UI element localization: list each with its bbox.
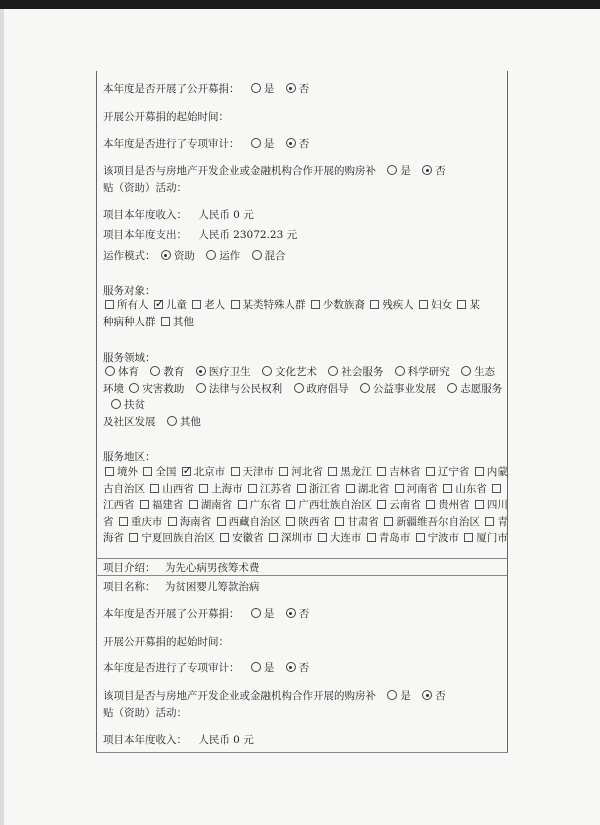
region-checkbox[interactable] [238,500,247,509]
income-label: 项目本年度收入： [103,734,187,746]
region-label: 青海省 [103,515,508,545]
region-checkbox[interactable] [143,467,152,476]
target-label: 种病种人群 [103,315,156,328]
field-radio[interactable] [111,399,121,409]
special-audit-label: 本年度是否进行了专项审计： [103,662,240,674]
region-checkbox[interactable] [105,467,114,476]
intro-label: 项目介绍： [103,562,156,574]
region-checkbox[interactable] [140,500,149,509]
target-checkbox[interactable] [192,300,201,309]
field-label: 医疗卫生 [208,366,251,378]
field-label: 体育 [118,366,139,378]
no-label: 否 [298,662,310,674]
income-row [103,209,254,222]
housing-subsidy-label-cont: 贴（资助）活动： [103,707,187,719]
field-label: 公益事业发展 [372,382,436,395]
field-label: 扶贫 [124,399,145,411]
income-label: 项目本年度收入： [103,209,187,221]
target-checkbox[interactable] [231,300,240,309]
field-radio[interactable] [294,383,304,393]
operation-mode-label: 运作模式： [103,250,156,262]
no-radio[interactable] [286,608,296,618]
public-fundraising-label: 本年度是否开展了公开募捐： [103,608,240,620]
intro-value: 为先心病男孩筹术费 [164,562,260,574]
service-regions-label: 服务地区： [103,451,156,463]
yes-label: 是 [263,138,275,150]
service-targets-label: 服务对象： [103,285,156,297]
no-radio[interactable] [286,83,296,93]
scan-top-edge [0,0,600,9]
region-checkbox[interactable] [150,484,159,493]
region-label: 江苏省 [260,482,292,495]
region-checkbox[interactable] [346,484,355,493]
special-audit-row [103,662,309,675]
yes-radio[interactable] [251,83,261,93]
housing-subsidy-label: 该项目是否与房地产开发企业或金融机构合作开展的购房补 [103,690,376,702]
no-label: 否 [298,83,310,95]
region-label: 天津市 [242,466,275,478]
income-value: 人民币 0 元 [198,734,254,746]
region-checkbox-checked[interactable] [182,467,191,476]
region-label: 内蒙古自治区 [103,466,508,495]
no-label: 否 [435,165,446,177]
region-label: 江西省 [103,499,135,512]
target-checkbox[interactable] [419,300,428,309]
target-label: 所有人 [117,299,149,311]
yes-radio[interactable] [387,165,397,175]
region-checkbox[interactable] [475,467,484,476]
yes-label: 是 [400,165,411,177]
housing-subsidy-label: 该项目是否与房地产开发企业或金融机构合作开展的购房补 [103,165,376,177]
field-radio[interactable] [150,366,160,376]
region-label: 云南省 [389,499,421,512]
mode-label: 混合 [264,250,286,262]
region-checkbox[interactable] [443,484,452,493]
region-label: 安徽省 [232,532,264,545]
target-checkbox[interactable] [457,300,466,309]
region-label: 辽宁省 [437,466,470,478]
field-label: 生态环境 [103,366,496,395]
region-label: 湖南省 [200,499,233,512]
region-checkbox[interactable] [217,517,226,526]
region-label: 上海市 [211,482,243,495]
region-label: 大连市 [329,532,362,545]
region-checkbox[interactable] [492,484,501,493]
region-label: 陕西省 [298,515,330,528]
region-label: 厦门市 [476,532,508,545]
region-checkbox[interactable] [297,484,306,493]
target-label: 某类特殊人群 [242,299,306,311]
region-checkbox[interactable] [367,533,376,542]
special-audit-row [103,138,309,151]
field-radio[interactable] [461,366,471,376]
region-checkbox[interactable] [286,517,295,526]
target-label: 其他 [172,315,194,328]
region-checkbox[interactable] [464,533,473,542]
region-label: 新疆维吾尔自治区 [396,515,481,528]
target-label: 儿童 [165,299,187,311]
mode-radio[interactable] [252,250,262,260]
region-checkbox[interactable] [384,517,393,526]
mode-radio[interactable] [206,250,216,260]
region-label: 福建省 [151,499,184,512]
yes-radio[interactable] [251,662,261,672]
field-radio[interactable] [105,366,115,376]
region-label: 青岛市 [378,532,411,545]
field-label: 其他 [179,415,201,428]
public-fundraising-label: 本年度是否开展了公开募捐： [103,83,240,95]
field-label: 及社区发展 [103,415,156,428]
region-checkbox[interactable] [231,467,240,476]
field-radio[interactable] [129,383,139,393]
yes-label: 是 [263,608,275,620]
region-checkbox[interactable] [328,467,337,476]
yes-radio[interactable] [251,138,261,148]
field-radio[interactable] [196,383,206,393]
housing-subsidy-row [103,690,446,703]
region-checkbox[interactable] [269,533,278,542]
region-checkbox[interactable] [129,533,138,542]
target-checkbox[interactable] [105,300,114,309]
region-label: 浙江省 [308,482,341,495]
region-checkbox[interactable] [485,517,494,526]
region-label: 海南省 [179,515,212,528]
no-label: 否 [298,138,310,150]
region-checkbox[interactable] [395,484,404,493]
fundraising-start-label: 开展公开募捐的起始时间： [103,111,229,123]
public-fundraising-row [103,83,309,96]
project-name-row [103,581,259,594]
field-label: 灾害救助 [142,382,185,395]
no-label: 否 [298,608,310,620]
target-label: 少数族裔 [322,299,365,311]
region-label: 广东省 [249,499,282,512]
yes-label: 是 [400,690,411,702]
income-row [103,734,254,747]
region-label: 深圳市 [281,532,313,545]
yes-label: 是 [263,662,275,674]
region-checkbox[interactable] [416,533,425,542]
service-fields-options [103,364,503,430]
expense-label: 项目本年度支出： [103,229,187,241]
region-checkbox[interactable] [199,484,208,493]
region-checkbox[interactable] [335,517,344,526]
service-regions-options [103,464,508,547]
expense-row [103,229,297,242]
region-label: 四川省 [103,499,508,528]
field-label: 社会服务 [341,366,384,378]
region-label: 河北省 [291,466,323,478]
region-label: 湖北省 [357,482,390,495]
row-divider [96,558,507,559]
field-radio-selected[interactable] [196,366,206,376]
row-divider [96,575,507,576]
region-label: 贵州省 [438,499,470,512]
region-label: 河南省 [406,482,439,495]
yes-radio[interactable] [387,690,397,700]
target-label: 某 [469,299,480,311]
no-radio[interactable] [286,138,296,148]
region-checkbox[interactable] [426,500,435,509]
region-label: 广西壮族自治区 [298,499,372,512]
target-label: 妇女 [431,299,453,311]
housing-subsidy-row [103,165,446,178]
region-label: 重庆市 [130,515,163,528]
target-label: 老人 [204,299,226,311]
target-checkbox[interactable] [370,300,379,309]
region-checkbox[interactable] [286,500,295,509]
income-value: 人民币 0 元 [198,209,254,221]
intro-row [103,562,259,575]
region-label: 甘肃省 [347,515,379,528]
yes-label: 是 [263,83,275,95]
operation-mode-row [103,250,286,263]
region-checkbox[interactable] [279,467,288,476]
service-targets-options [103,297,503,330]
special-audit-label: 本年度是否进行了专项审计： [103,138,240,150]
region-label: 境外 [117,466,138,478]
no-label: 否 [435,690,446,702]
field-label: 志愿服务 [460,382,503,395]
region-label: 山东省 [455,482,487,495]
region-checkbox[interactable] [377,500,386,509]
region-checkbox[interactable] [189,500,198,509]
no-radio[interactable] [422,690,432,700]
field-radio[interactable] [447,383,457,393]
target-checkbox[interactable] [311,300,320,309]
region-checkbox[interactable] [248,484,257,493]
fundraising-start-label: 开展公开募捐的起始时间： [103,636,229,648]
field-label: 教育 [163,366,185,378]
yes-radio[interactable] [251,608,261,618]
expense-value: 人民币 23072.23 元 [198,229,298,241]
no-radio[interactable] [422,165,432,175]
target-checkbox-checked[interactable] [154,300,163,309]
region-checkbox[interactable] [168,517,177,526]
region-label: 西藏自治区 [228,515,282,528]
target-checkbox[interactable] [161,317,170,326]
region-label: 山西省 [162,482,194,495]
field-radio[interactable] [328,366,338,376]
region-checkbox[interactable] [426,467,435,476]
region-label: 北京市 [193,466,226,478]
mode-label: 运作 [219,250,241,262]
region-checkbox[interactable] [475,500,484,509]
mode-label: 资助 [173,250,195,262]
region-label: 吉林省 [389,466,421,478]
project-name-label: 项目名称： [103,581,156,593]
field-radio[interactable] [262,366,272,376]
field-radio[interactable] [167,416,177,426]
field-label: 政府倡导 [306,382,349,395]
service-fields-label: 服务领域： [103,352,156,364]
no-radio[interactable] [286,662,296,672]
region-label: 宁夏回族自治区 [141,532,215,545]
region-label: 黑龙江 [340,466,372,478]
region-checkbox[interactable] [220,533,229,542]
target-label: 残疾人 [382,299,414,311]
region-label: 宁波市 [427,532,460,545]
region-checkbox[interactable] [377,467,386,476]
field-label: 文化艺术 [275,366,318,378]
field-label: 法律与公民权利 [208,382,283,395]
region-checkbox[interactable] [318,533,327,542]
mode-radio[interactable] [161,250,171,260]
field-radio[interactable] [395,366,405,376]
project-name-value: 为贫困婴儿筹款治病 [164,581,260,593]
housing-subsidy-label-cont: 贴（资助）活动： [103,182,187,194]
public-fundraising-row [103,608,309,621]
region-checkbox[interactable] [119,517,128,526]
region-label: 全国 [155,466,177,478]
field-radio[interactable] [360,383,370,393]
field-label: 科学研究 [407,366,450,378]
